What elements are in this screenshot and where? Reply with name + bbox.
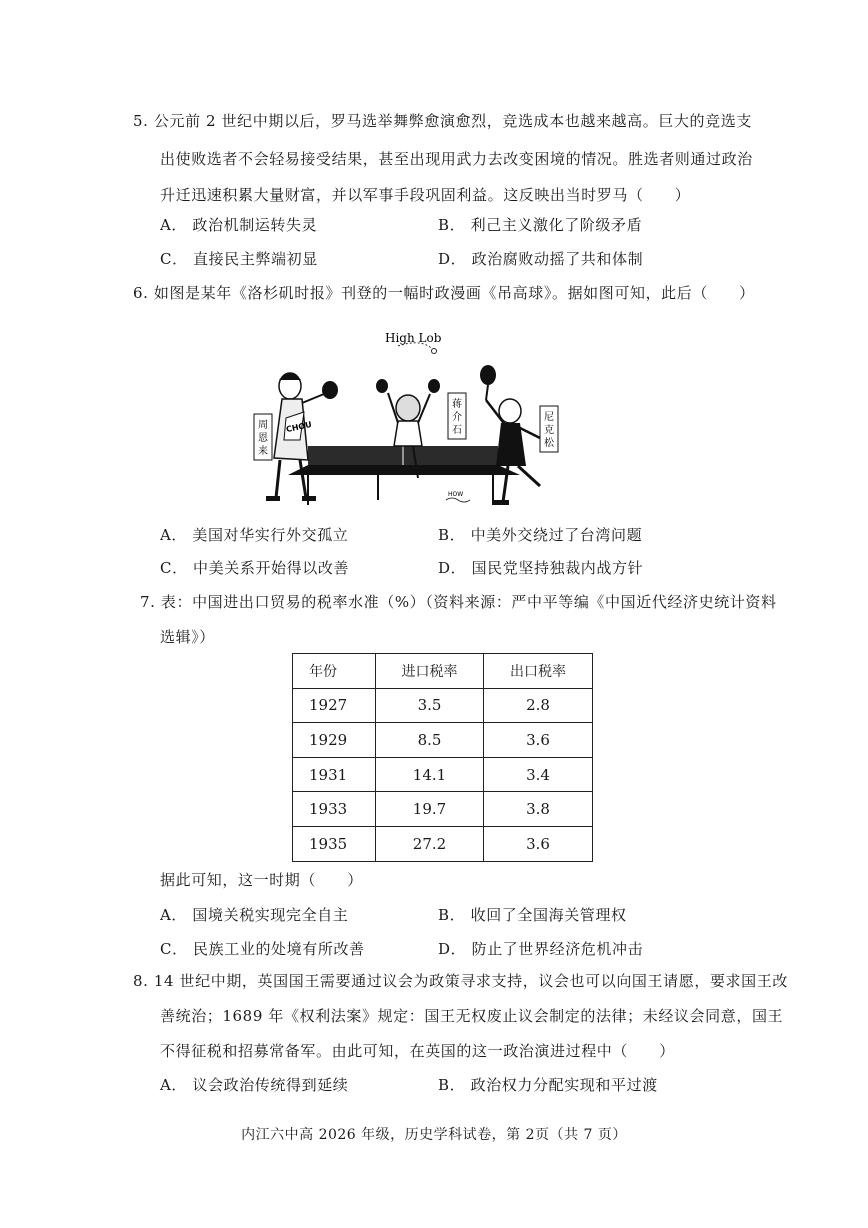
q5-line-1: 5. 公元前 2 世纪中期以后，罗马选举舞弊愈演愈烈，竞选成本也越来越高。巨大的竞选支 (133, 112, 752, 130)
q8-option-b: B． 政治权力分配实现和平过渡 (438, 1076, 658, 1094)
table-header-row (293, 654, 593, 689)
cell-year: 1929 (293, 723, 376, 758)
svg-text:CHOU: CHOU (285, 419, 313, 435)
header-year: 年份 (293, 654, 376, 689)
svg-text:恩: 恩 (258, 433, 268, 444)
cell-year: 1933 (293, 792, 376, 827)
q6-option-a: A． 美国对华实行外交孤立 (160, 526, 349, 544)
nixon-figure (480, 365, 544, 505)
cell-import: 3.5 (376, 688, 484, 723)
svg-text:克: 克 (544, 425, 554, 436)
q7-line-1: 7. 表：中国进出口贸易的税率水准（%）（资料来源：严中平等编《中国近代经济史统计资料 (140, 593, 777, 611)
cell-import: 14.1 (376, 757, 484, 792)
page-footer: 内江六中高 2026 年级，历史学科试卷，第 2页（共 7 页） (241, 1127, 627, 1143)
q7-option-c: C． 民族工业的处境有所改善 (160, 940, 365, 958)
q8-line-2: 善统治；1689 年《权利法案》规定：国王无权废止议会制定的法律；未经议会同意，国王 (160, 1007, 784, 1025)
q5-line-3: 升迁迅速积累大量财富，并以军事手段巩固利益。这反映出当时罗马（ ） (160, 186, 691, 204)
q5-option-d: D． 政治腐败动摇了共和体制 (438, 250, 644, 268)
q6-option-b: B． 中美外交绕过了台湾问题 (438, 526, 643, 544)
q5-option-c: C． 直接民主弊端初显 (160, 250, 318, 268)
svg-text:介: 介 (452, 412, 462, 423)
table-row (293, 792, 593, 827)
header-export: 出口税率 (484, 654, 593, 689)
cell-export: 3.4 (484, 757, 593, 792)
q8-line-1: 8. 14 世纪中期，英国国王需要通过议会为政策寻求支持，议会也可以向国王请愿，要求国王改 (133, 972, 788, 990)
cell-year: 1927 (293, 688, 376, 723)
q7-option-b: B． 收回了全国海关管理权 (438, 906, 627, 924)
q6-option-d: D． 国民党坚持独裁内战方针 (438, 559, 644, 577)
cell-import: 19.7 (376, 792, 484, 827)
cell-year: 1935 (293, 826, 376, 861)
q8-option-a: A． 议会政治传统得到延续 (160, 1076, 349, 1094)
svg-text:尼: 尼 (544, 412, 554, 423)
q5-line-2: 出使败选者不会轻易接受结果，甚至出现用武力去改变困境的情况。胜选者则通过政治 (160, 150, 753, 168)
cartoon-signature: HOW (448, 491, 464, 498)
q7-line-2: 选辑》） (160, 628, 215, 646)
q6-option-c: C． 中美关系开始得以改善 (160, 559, 350, 577)
cell-import: 8.5 (376, 723, 484, 758)
header-import: 进口税率 (376, 654, 484, 689)
table-row (293, 688, 593, 723)
svg-text:来: 来 (258, 446, 268, 457)
cell-export: 3.6 (484, 826, 593, 861)
q7-option-a: A． 国境关税实现完全自主 (160, 906, 349, 924)
q8-line-3: 不得征税和招募常备军。由此可知，在英国的这一政治演进过程中（ ） (160, 1042, 675, 1060)
cell-export: 2.8 (484, 688, 593, 723)
cell-export: 3.6 (484, 723, 593, 758)
cell-year: 1931 (293, 757, 376, 792)
q7-option-d: D． 防止了世界经济危机冲击 (438, 940, 644, 958)
svg-text:松: 松 (544, 438, 554, 449)
tax-rate-table (292, 653, 593, 862)
q6-line: 6. 如图是某年《洛杉矶时报》刊登的一幅时政漫画《吊高球》。据如图可知，此后（ ） (133, 284, 755, 302)
q5-option-a: A． 政治机制运转失灵 (160, 216, 318, 234)
table-row (293, 757, 593, 792)
cartoon-title: High Lob (385, 331, 442, 345)
table-row (293, 723, 593, 758)
cell-export: 3.8 (484, 792, 593, 827)
q5-option-b: B． 利己主义激化了阶级矛盾 (438, 216, 643, 234)
svg-text:石: 石 (452, 425, 462, 436)
q7-after: 据此可知，这一时期（ ） (160, 871, 363, 889)
cell-import: 27.2 (376, 826, 484, 861)
svg-text:蒋: 蒋 (452, 399, 462, 410)
svg-text:周: 周 (258, 420, 268, 431)
table-row (293, 826, 593, 861)
political-cartoon (248, 328, 564, 508)
zhou-figure (266, 373, 338, 501)
